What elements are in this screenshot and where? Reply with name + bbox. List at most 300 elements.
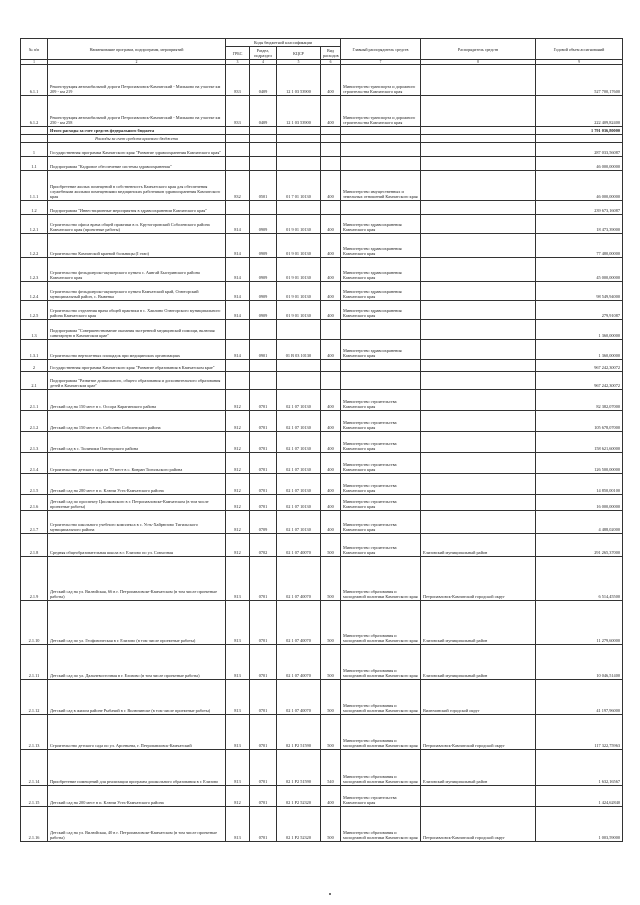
row-glavny: Министерство транспорта и дорожного строительства Камчатского края (341, 65, 421, 96)
row-num: 2.1.8 (21, 534, 48, 557)
row-name: Детский сад на 280 мест в п. Ключи Усть-Камчатского района (48, 474, 226, 495)
col-vr-header: Вид расходов (321, 47, 341, 60)
row-name: Детский сад по ул. Геофизическая в г. Елизово (в том числе проектные работы) (48, 601, 226, 645)
col-razdel-header: Раздел, подраздел (250, 47, 277, 60)
row-num: 6.1.1 (21, 65, 48, 96)
row-razdel: 0909 (250, 301, 277, 320)
table-row (21, 645, 623, 680)
row-razdel: 0409 (250, 96, 277, 127)
row-kcsr: 02 1 07 10130 (277, 453, 321, 474)
row-num: 2.1.14 (21, 750, 48, 786)
row-num: 1.2.1 (21, 215, 48, 234)
row-obem: 4 488,02000 (536, 511, 623, 534)
row-vr: 400 (321, 390, 341, 411)
row-razdel (250, 143, 277, 157)
row-glavny: Министерство транспорта и дорожного строительства Камчатского края (341, 96, 421, 127)
row-obem: 967 242,30072 (536, 372, 623, 390)
row-obem: 18 473,39000 (536, 215, 623, 234)
row-grbs: 812 (226, 534, 250, 557)
row-kcsr (277, 360, 321, 372)
row-rasp: Вилючинский городской округ (421, 680, 536, 715)
row-vr: 400 (321, 282, 341, 301)
row-obem: 16 000,00000 (536, 495, 623, 511)
row-grbs: 814 (226, 340, 250, 360)
row-vr (321, 135, 341, 143)
row-glavny: Министерство здравоохранения Камчатского края (341, 258, 421, 282)
row-glavny: Министерство здравоохранения Камчатского края (341, 215, 421, 234)
row-name: Государственная программа Камчатского края "Развитие образования в Камчатском крае" (48, 360, 226, 372)
column-number: 7 (341, 60, 421, 65)
row-glavny: Министерство здравоохранения Камчатского края (341, 282, 421, 301)
table-row (21, 127, 623, 135)
row-glavny (341, 143, 421, 157)
row-razdel: 0909 (250, 215, 277, 234)
row-razdel: 0701 (250, 601, 277, 645)
row-name: Строительство детского сада по ул. Арсеньева, г. Петропавловск-Камчатский (48, 715, 226, 750)
table-row (21, 474, 623, 495)
row-razdel (250, 127, 277, 135)
row-vr: 400 (321, 215, 341, 234)
row-grbs: 814 (226, 215, 250, 234)
row-num: 1.2 (21, 201, 48, 215)
column-number: 1 (21, 60, 48, 65)
row-kcsr: 02 1 07 40070 (277, 534, 321, 557)
row-rasp: Елизовский муниципальный район (421, 645, 536, 680)
row-num: 2.1.4 (21, 453, 48, 474)
row-grbs (226, 372, 250, 390)
row-kcsr: 02 1 07 40070 (277, 557, 321, 601)
row-name: Строительство фельдшерско-акушерского пункта Камчатский край, Олюторский муниципальный район, с. Вывенка (48, 282, 226, 301)
row-razdel: 0709 (250, 511, 277, 534)
table-row (21, 715, 623, 750)
row-kcsr (277, 135, 321, 143)
col-kbk-header: Коды бюджетной классификации (226, 39, 341, 47)
table-row (21, 282, 623, 301)
row-glavny: Министерство имущественных и земельных отношений Камчатского края (341, 171, 421, 201)
row-obem: 10 046,51400 (536, 645, 623, 680)
row-razdel (250, 372, 277, 390)
row-razdel: 0701 (250, 807, 277, 842)
row-kcsr: 02 1 07 10130 (277, 432, 321, 453)
col-name-header: Наименование программ, подпрограмм, мероприятий (48, 39, 226, 60)
table-row (21, 143, 623, 157)
column-number: 8 (421, 60, 536, 65)
row-name: Детский сад по проспекту Циолковского в г. Петропавловске-Камчатском (в том числе проектные работы) (48, 495, 226, 511)
column-number: 9 (536, 60, 623, 65)
row-grbs (226, 143, 250, 157)
row-obem: 1 424,62840 (536, 786, 623, 807)
row-kcsr: 02 1 07 40070 (277, 601, 321, 645)
row-rasp (421, 135, 536, 143)
row-num: 6.1.2 (21, 96, 48, 127)
row-rasp (421, 390, 536, 411)
row-obem: 1 003,59000 (536, 807, 623, 842)
row-name: Детский сад на 200 мест в п. Ключи Усть-Камчатского района (48, 786, 226, 807)
row-kcsr: 12 1 03 53900 (277, 65, 321, 96)
row-grbs (226, 135, 250, 143)
row-name: Детский сад в жилом районе Рыбачий в г. Вилючинске (в том числе проектные работы) (48, 680, 226, 715)
row-name: Подпрограмма "Развитие дошкольного, общего образования и дополнительного образования детей в Камчатском крае" (48, 372, 226, 390)
row-obem: 279,91087 (536, 301, 623, 320)
row-glavny: Министерство строительства Камчатского края (341, 411, 421, 432)
row-obem: 527 700,17600 (536, 65, 623, 96)
row-razdel: 0909 (250, 258, 277, 282)
row-kcsr: 01 В 03 10130 (277, 340, 321, 360)
row-vr (321, 372, 341, 390)
table-row (21, 511, 623, 534)
row-grbs: 812 (226, 786, 250, 807)
table-row (21, 360, 623, 372)
row-razdel: 0901 (250, 340, 277, 360)
row-name: Строительство Камчатской краевой больницы (I этап) (48, 234, 226, 258)
row-num: 2.1.2 (21, 411, 48, 432)
row-obem: 287 033,56087 (536, 143, 623, 157)
row-rasp (421, 234, 536, 258)
row-num: 2.1 (21, 372, 48, 390)
row-rasp: Петропавловск-Камчатский городской округ (421, 557, 536, 601)
row-glavny: Министерство образования и молодежной политики Камчатского края (341, 715, 421, 750)
row-grbs: 813 (226, 557, 250, 601)
row-name: Реконструкция автомобильной дороги Петропавловск-Камчатский - Мильково на участке км 250 - км 258 (48, 96, 226, 127)
row-grbs: 812 (226, 411, 250, 432)
row-glavny: Министерство образования и молодежной политики Камчатского края (341, 557, 421, 601)
row-name: Строительство детского сада на 70 мест в с. Ковран Тигильского района (48, 453, 226, 474)
row-vr: 500 (321, 645, 341, 680)
row-kcsr (277, 157, 321, 171)
row-rasp: Петропавловск-Камчатский городской округ (421, 807, 536, 842)
row-num: 2.1.6 (21, 495, 48, 511)
row-glavny: Министерство здравоохранения Камчатского края (341, 301, 421, 320)
table-row (21, 453, 623, 474)
row-name: Детский сад на ул. Вилюйская, 40 в г. Петропавловске-Камчатском (в том числе проектные работы) (48, 807, 226, 842)
row-grbs (226, 127, 250, 135)
row-vr: 400 (321, 495, 341, 511)
row-glavny: Министерство образования и молодежной политики Камчатского края (341, 680, 421, 715)
row-vr: 400 (321, 411, 341, 432)
row-glavny: Министерство строительства Камчатского края (341, 453, 421, 474)
row-rasp (421, 301, 536, 320)
table-row (21, 557, 623, 601)
row-rasp (421, 96, 536, 127)
row-num: 1.2.4 (21, 282, 48, 301)
row-obem: 1 791 036,80000 (536, 127, 623, 135)
table-row (21, 171, 623, 201)
row-obem: 158 621,60000 (536, 432, 623, 453)
row-razdel: 0702 (250, 534, 277, 557)
row-razdel: 0701 (250, 411, 277, 432)
row-rasp (421, 411, 536, 432)
row-vr (321, 157, 341, 171)
row-razdel: 0501 (250, 171, 277, 201)
table-row (21, 372, 623, 390)
row-vr: 400 (321, 474, 341, 495)
row-kcsr (277, 372, 321, 390)
row-grbs (226, 201, 250, 215)
table-row (21, 340, 623, 360)
row-razdel: 0701 (250, 557, 277, 601)
row-num: 2.1.11 (21, 645, 48, 680)
row-glavny: Министерство образования и молодежной политики Камчатского края (341, 645, 421, 680)
table-row (21, 495, 623, 511)
row-kcsr: 02 1 07 10130 (277, 390, 321, 411)
row-vr (321, 360, 341, 372)
row-name: Строительство фельдшерско-акушерского пункта с. Аянгай Быстринского района Камчатского края (48, 258, 226, 282)
row-grbs: 812 (226, 474, 250, 495)
row-name: Итого расходы за счет средств федерального бюджета (48, 127, 226, 135)
column-number: 5 (277, 60, 321, 65)
table-row (21, 601, 623, 645)
row-grbs: 813 (226, 750, 250, 786)
row-glavny: Министерство строительства Камчатского края (341, 786, 421, 807)
table-row (21, 411, 623, 432)
row-vr: 400 (321, 234, 341, 258)
row-name: Строительство офиса врача общей практики в п. Крутогоровский Соболевского района Камчатского края (проектные работы) (48, 215, 226, 234)
row-grbs: 814 (226, 282, 250, 301)
row-razdel: 0701 (250, 645, 277, 680)
row-name: Детский сад по ул. Дальневосточная в г. Елизово (в том числе проектные работы) (48, 645, 226, 680)
row-rasp (421, 320, 536, 340)
row-glavny: Министерство строительства Камчатского края (341, 474, 421, 495)
row-num: 2.1.16 (21, 807, 48, 842)
row-obem: 967 242,30072 (536, 360, 623, 372)
row-obem: 98 549,94000 (536, 282, 623, 301)
row-kcsr: 02 1 07 40070 (277, 645, 321, 680)
table-row (21, 135, 623, 143)
row-rasp (421, 474, 536, 495)
row-rasp (421, 495, 536, 511)
row-name: Подпрограмма "Инвестиционные мероприятия в здравоохранении Камчатского края" (48, 201, 226, 215)
row-grbs: 813 (226, 807, 250, 842)
row-kcsr (277, 201, 321, 215)
row-obem: 45 000,00000 (536, 258, 623, 282)
row-vr: 400 (321, 432, 341, 453)
row-grbs: 812 (226, 511, 250, 534)
row-glavny: Министерство образования и молодежной политики Камчатского края (341, 601, 421, 645)
row-obem: 46 000,00000 (536, 171, 623, 201)
row-name: Детский сад в с. Тиличики Олюторского района (48, 432, 226, 453)
row-kcsr: 01 9 01 10130 (277, 282, 321, 301)
row-glavny (341, 157, 421, 171)
row-glavny: Министерство строительства Камчатского края (341, 432, 421, 453)
row-grbs (226, 157, 250, 171)
row-grbs: 814 (226, 234, 250, 258)
row-obem: 14 850,00100 (536, 474, 623, 495)
column-number: 4 (250, 60, 277, 65)
row-rasp: Елизовский муниципальный район (421, 601, 536, 645)
row-grbs: 813 (226, 715, 250, 750)
row-vr: 500 (321, 715, 341, 750)
row-kcsr: 01 7 01 10130 (277, 171, 321, 201)
col-rasp-header: Распорядитель средств (421, 39, 536, 60)
row-obem: 1 360,00000 (536, 320, 623, 340)
row-grbs (226, 360, 250, 372)
column-number: 2 (48, 60, 226, 65)
row-grbs: 832 (226, 171, 250, 201)
row-glavny: Министерство образования и молодежной политики Камчатского края (341, 807, 421, 842)
row-num (21, 127, 48, 135)
row-kcsr: 02 1 Р2 51590 (277, 750, 321, 786)
row-num: 1.1.1 (21, 171, 48, 201)
row-grbs: 833 (226, 65, 250, 96)
row-glavny (341, 360, 421, 372)
row-razdel (250, 157, 277, 171)
row-razdel (250, 320, 277, 340)
row-rasp (421, 171, 536, 201)
table-row (21, 301, 623, 320)
row-name: Детский сад на 150 мест в с. Оссора Карагинского района (48, 390, 226, 411)
row-num: 1.2.2 (21, 234, 48, 258)
col-num-header: № п/п (21, 39, 48, 60)
row-glavny (341, 127, 421, 135)
row-obem: 222 409,82400 (536, 96, 623, 127)
row-num: 2.1.15 (21, 786, 48, 807)
row-obem: 11 279,60000 (536, 601, 623, 645)
row-razdel: 0701 (250, 495, 277, 511)
row-glavny (341, 201, 421, 215)
row-name: Подпрограмма "Совершенствование оказания экстренной медицинской помощи, включая санитарную в Камчатском крае" (48, 320, 226, 340)
row-kcsr: 01 9 01 10130 (277, 258, 321, 282)
page-mark (329, 893, 331, 895)
row-name: Детский сад на 150 мест в с. Соболево Соболевского района (48, 411, 226, 432)
row-vr (321, 143, 341, 157)
row-rasp (421, 201, 536, 215)
row-vr: 400 (321, 96, 341, 127)
row-vr: 400 (321, 65, 341, 96)
row-glavny: Министерство здравоохранения Камчатского края (341, 234, 421, 258)
row-razdel: 0909 (250, 282, 277, 301)
row-rasp (421, 215, 536, 234)
row-rasp (421, 340, 536, 360)
row-name: Строительство школьного учебного комплекса в с. Усть-Хайрюзово Тигильского муниципального района (48, 511, 226, 534)
header-row-top (21, 39, 623, 47)
table-row (21, 320, 623, 340)
table-row (21, 201, 623, 215)
row-obem (536, 135, 623, 143)
table-row (21, 390, 623, 411)
table-row (21, 157, 623, 171)
row-vr: 500 (321, 601, 341, 645)
row-rasp (421, 282, 536, 301)
table-row (21, 807, 623, 842)
row-kcsr: 02 1 Р2 52320 (277, 807, 321, 842)
row-vr (321, 201, 341, 215)
row-glavny: Министерство строительства Камчатского края (341, 534, 421, 557)
row-razdel: 0409 (250, 65, 277, 96)
table-row (21, 215, 623, 234)
col-glavny-header: Главный распорядитель средств (341, 39, 421, 60)
table-row (21, 534, 623, 557)
row-razdel: 0701 (250, 474, 277, 495)
row-kcsr: 02 1 07 10130 (277, 495, 321, 511)
row-kcsr: 02 1 07 10130 (277, 411, 321, 432)
column-number: 3 (226, 60, 250, 65)
row-vr: 540 (321, 750, 341, 786)
table-row (21, 96, 623, 127)
budget-table-sheet (20, 38, 622, 842)
row-glavny: Министерство здравоохранения Камчатского края (341, 340, 421, 360)
row-razdel: 0701 (250, 786, 277, 807)
row-obem: 239 673,16087 (536, 201, 623, 215)
row-vr: 500 (321, 807, 341, 842)
row-obem: 82 382,07000 (536, 390, 623, 411)
row-kcsr: 02 1 07 40070 (277, 680, 321, 715)
table-row (21, 786, 623, 807)
table-row (21, 65, 623, 96)
row-razdel: 0701 (250, 390, 277, 411)
row-grbs: 812 (226, 495, 250, 511)
row-name: Приобретение жилых помещений в собственность Камчатского края для обеспечения служебными жилыми помещениями медицинских работников здравоохранения Камчатского края (48, 171, 226, 201)
row-num: 2 (21, 360, 48, 372)
row-num: 1.2.3 (21, 258, 48, 282)
row-obem: 117 322,75963 (536, 715, 623, 750)
row-razdel: 0701 (250, 453, 277, 474)
row-razdel: 0701 (250, 680, 277, 715)
row-razdel (250, 201, 277, 215)
row-kcsr: 02 1 Р2 51590 (277, 715, 321, 750)
row-obem: 1 360,00000 (536, 340, 623, 360)
row-obem: 291 265,37000 (536, 534, 623, 557)
row-kcsr: 02 1 07 10130 (277, 474, 321, 495)
row-num: 2.1.13 (21, 715, 48, 750)
row-razdel: 0701 (250, 432, 277, 453)
row-num: 2.1.5 (21, 474, 48, 495)
row-kcsr (277, 127, 321, 135)
row-rasp (421, 143, 536, 157)
col-grbs-header: ГРБС (226, 47, 250, 60)
row-rasp (421, 258, 536, 282)
row-num: 1.3 (21, 320, 48, 340)
row-kcsr: 01 9 01 10130 (277, 234, 321, 258)
row-vr (321, 320, 341, 340)
row-vr: 500 (321, 680, 341, 715)
row-name: Приобретение помещений для реализации программ дошкольного образования в г. Елизово (48, 750, 226, 786)
row-razdel (250, 135, 277, 143)
row-num: 2.1.9 (21, 557, 48, 601)
row-num: 2.1.7 (21, 511, 48, 534)
row-rasp (421, 453, 536, 474)
row-obem: 77 480,00000 (536, 234, 623, 258)
row-rasp (421, 432, 536, 453)
row-razdel: 0909 (250, 234, 277, 258)
row-glavny (341, 320, 421, 340)
row-grbs: 812 (226, 390, 250, 411)
table-row (21, 234, 623, 258)
row-kcsr: 01 9 01 10130 (277, 215, 321, 234)
row-name: Государственная программа Камчатского края "Развитие здравоохранения Камчатского края" (48, 143, 226, 157)
row-vr: 400 (321, 171, 341, 201)
row-obem: 46 000,00000 (536, 157, 623, 171)
row-rasp (421, 157, 536, 171)
row-grbs: 813 (226, 601, 250, 645)
row-kcsr: 02 1 Р2 52320 (277, 786, 321, 807)
row-rasp: Петропавловск-Камчатский городской округ (421, 715, 536, 750)
row-grbs: 814 (226, 258, 250, 282)
row-num: 2.1.12 (21, 680, 48, 715)
row-glavny: Министерство строительства Камчатского края (341, 511, 421, 534)
row-rasp (421, 372, 536, 390)
table-row (21, 258, 623, 282)
row-razdel (250, 360, 277, 372)
row-kcsr: 12 1 03 53900 (277, 96, 321, 127)
row-name: Расходы за счет средств краевого бюджета (48, 135, 226, 143)
row-obem: 105 678,07000 (536, 411, 623, 432)
row-num: 2.1.10 (21, 601, 48, 645)
col-kcsr-header: КЦСР (277, 47, 321, 60)
row-vr: 400 (321, 786, 341, 807)
row-num: 1 (21, 143, 48, 157)
row-rasp (421, 127, 536, 135)
row-kcsr: 01 9 01 10130 (277, 301, 321, 320)
